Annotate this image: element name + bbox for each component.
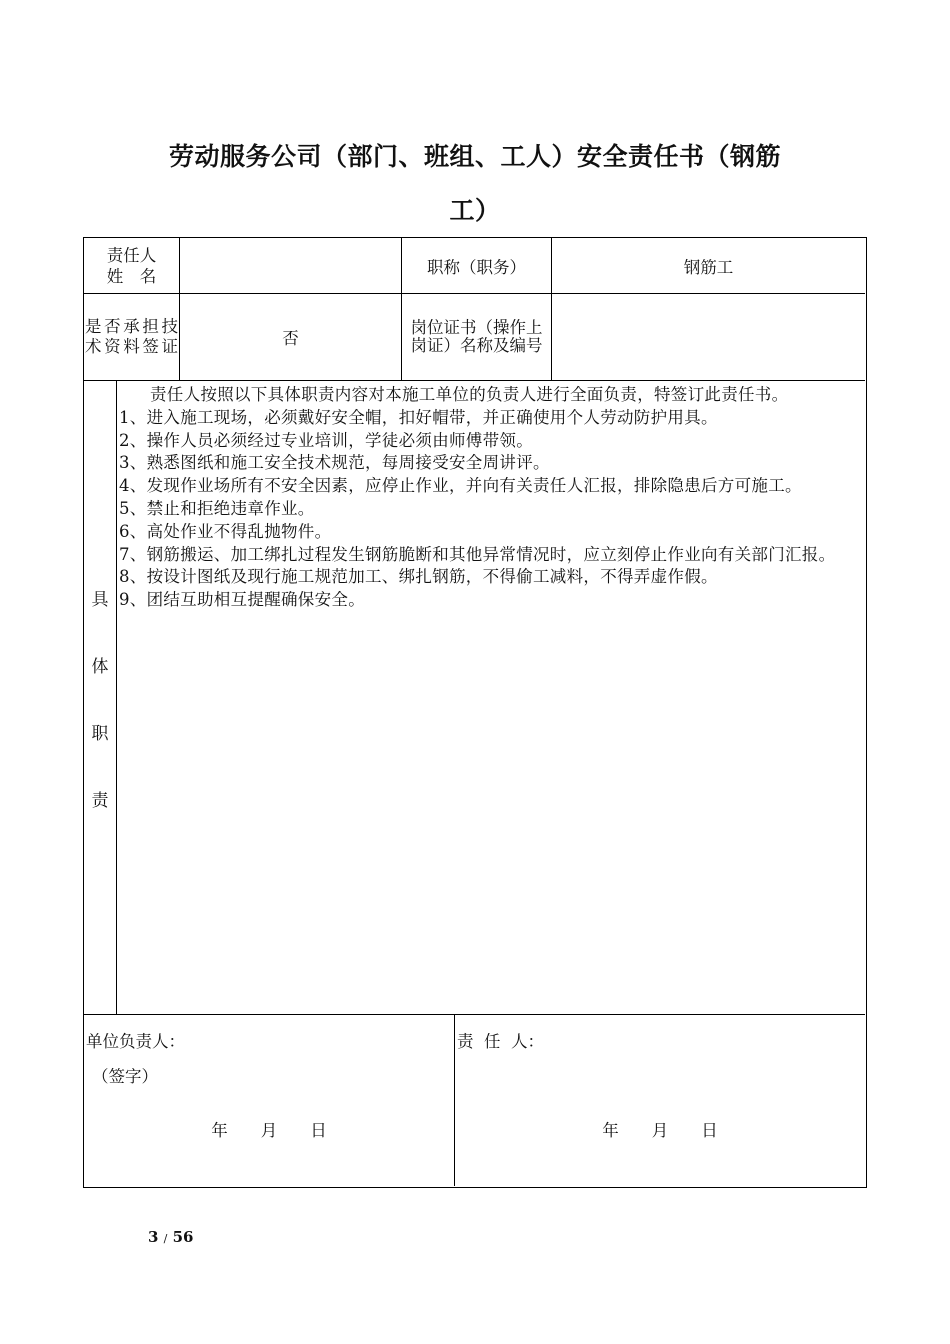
duty-item: 4、发现作业场所有不安全因素，应停止作业，并向有关责任人汇报，排除隐患后方可施工。 — [119, 476, 802, 496]
duty-item: 2、操作人员必须经过专业培训，学徒必须由师傅带领。 — [119, 430, 533, 450]
responsible-person-sign-label: 责 任 人： — [457, 1032, 544, 1051]
unit-head-signature-block[interactable] — [84, 1015, 455, 1186]
position-value[interactable]: 钢筋工 — [552, 238, 865, 294]
duty-item: 9、团结互助相互提醒确保安全。 — [119, 590, 365, 610]
duty-item: 1、进入施工现场，必须戴好安全帽，扣好帽带，并正确使用个人劳动防护用具。 — [119, 407, 718, 427]
certificate-value[interactable] — [552, 294, 865, 381]
duties-label — [84, 381, 117, 1015]
page-current: 3 — [148, 1228, 159, 1246]
tech-signoff-value[interactable]: 否 — [180, 294, 402, 381]
responsible-person-value[interactable] — [180, 238, 402, 294]
tech-signoff-label: 是否承担技术资料签证 — [85, 317, 178, 356]
responsible-person-date: 年 月 日 — [602, 1121, 718, 1140]
responsibility-form — [83, 237, 867, 1188]
document-title — [120, 130, 830, 238]
unit-head-date: 年 月 日 — [211, 1121, 327, 1140]
duties-intro: 责任人按照以下具体职责内容对本施工单位的负责人进行全面负责，特签订此责任书。 — [150, 385, 789, 404]
certificate-label: 岗位证书（操作上 岗证）名称及编号 — [410, 318, 543, 355]
unit-head-label: 单位负责人： — [86, 1032, 185, 1051]
signature-note: （签字） — [92, 1067, 158, 1086]
duty-item: 5、禁止和拒绝违章作业。 — [119, 498, 315, 518]
duty-item: 8、按设计图纸及现行施工规范加工、绑扎钢筋，不得偷工减料，不得弄虚作假。 — [119, 567, 718, 587]
page-total: 56 — [172, 1228, 194, 1246]
position-label: 职称（职务） — [402, 238, 552, 294]
tech-signoff-label-cell — [84, 294, 180, 381]
duties-label-char: 具 — [91, 589, 109, 610]
page-number — [148, 1228, 194, 1246]
certificate-label-cell — [402, 294, 552, 381]
title-line-2: 工） — [449, 196, 501, 225]
duty-item: 7、钢筋搬运、加工绑扎过程发生钢筋脆断和其他异常情况时，应立刻停止作业向有关部门汇报。 — [119, 544, 836, 564]
duties-label-char: 体 — [91, 656, 109, 677]
duties-label-char: 责 — [91, 790, 109, 811]
title-line-1: 劳动服务公司（部门、班组、工人）安全责任书（钢筋 — [168, 142, 781, 171]
page-separator: / — [163, 1232, 168, 1245]
duty-item: 6、高处作业不得乱抛物件。 — [119, 521, 332, 541]
responsible-person-signature-block[interactable] — [455, 1015, 865, 1186]
duties-label-char: 职 — [91, 723, 109, 744]
responsible-person-label: 责任人 姓 名 — [84, 238, 180, 294]
duties-content — [117, 381, 865, 1015]
duty-item: 3、熟悉图纸和施工安全技术规范，每周接受安全周讲评。 — [119, 453, 550, 473]
